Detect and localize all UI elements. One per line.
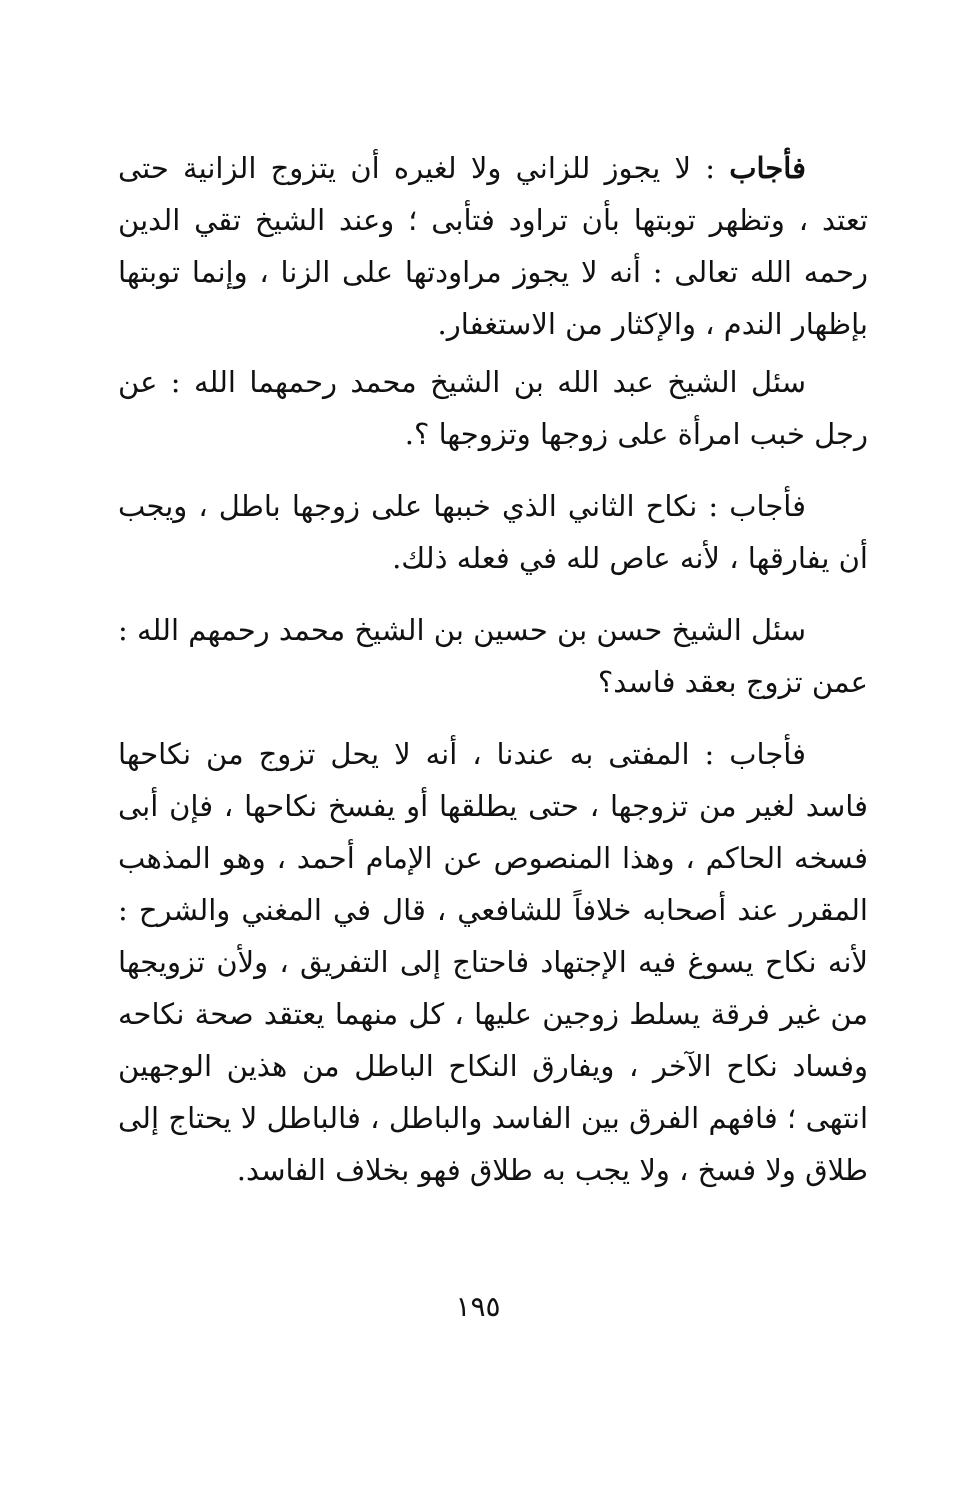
paragraph-1-lead: فأجاب [729, 151, 806, 185]
paragraph-5 [118, 728, 868, 1196]
paragraph-1-text: : لا يجوز للزاني ولا لغيره أن يتزوج الزانية حتى تعتد ، وتظهر توبتها بأن تراود فتأبى ؛ وعند الشيخ تقي الدين رحمه الله تعالى : أنه لا يجوز مراودتها على الزنا ، وإنما توبتها بإظهار الندم ، والإكثار من الاستغفار. [118, 151, 868, 341]
page-body [118, 142, 868, 1196]
paragraph-5-text: فأجاب : المفتى به عندنا ، أنه لا يحل تزوج من نكاحها فاسد لغير من تزوجها ، حتى يطلقها أو يفسخ نكاحها ، فإن أبى فسخه الحاكم ، وهذا المنصوص عن الإمام أحمد ، وهو المذهب المقرر عند أصحابه خلافاً للشافعي ، قال في المغني والشرح : لأنه نكاح يسوغ فيه الإجتهاد فاحتاج إلى التفريق ، ولأن تزويجها من غير فرقة يسلط زوجين عليها ، كل منهما يعتقد صحة نكاحه وفساد نكاح الآخر ، ويفارق النكاح الباطل من هذين الوجهين انتهى ؛ فافهم الفرق بين الفاسد والباطل ، فالباطل لا يحتاج إلى طلاق ولا فسخ ، ولا يجب به طلاق فهو بخلاف الفاسد. [118, 737, 868, 1187]
paragraph-2 [118, 356, 868, 460]
paragraph-3-text: فأجاب : نكاح الثاني الذي خببها على زوجها باطل ، ويجب أن يفارقها ، لأنه عاص لله في فعله ذلك. [118, 489, 868, 575]
paragraph-1 [118, 142, 868, 350]
paragraph-3 [118, 480, 868, 584]
paragraph-2-text: سئل الشيخ عبد الله بن الشيخ محمد رحمهما الله : عن رجل خبب امرأة على زوجها وتزوجها ؟. [118, 365, 868, 451]
paragraph-4-text: سئل الشيخ حسن بن حسين بن الشيخ محمد رحمهم الله : عمن تزوج بعقد فاسد؟ [118, 613, 868, 699]
page-number: ١٩٥ [455, 1290, 501, 1323]
paragraph-4 [118, 604, 868, 708]
